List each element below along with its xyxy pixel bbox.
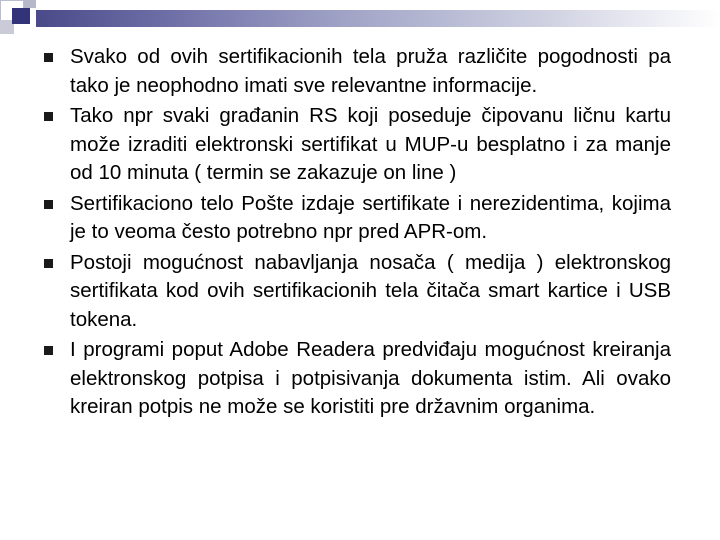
bullet-text: Svako od ovih sertifikacionih tela pruža različite pogodnosti pa tako je neophodno imati sve relevantne informacije. xyxy=(70,45,671,97)
bullet-text: I programi poput Adobe Readera predviđaju mogućnost kreiranja elektronskog potpisa i potpisivanja dokumenta istim. Ali ovako kreiran potpis ne može se koristiti pre državnim organima. xyxy=(70,338,671,418)
square-bullet-icon xyxy=(44,346,53,355)
square-bullet-icon xyxy=(44,112,53,121)
bullet-list xyxy=(40,43,671,424)
bullet-item xyxy=(40,102,671,188)
bullet-item xyxy=(40,190,671,247)
header-gradient-band xyxy=(36,10,720,27)
bullet-text: Sertifikaciono telo Pošte izdaje sertifikate i nerezidentima, kojima je to veoma često potrebno npr pred APR-om. xyxy=(70,191,671,243)
square-bullet-icon xyxy=(44,53,53,62)
square-bullet-icon xyxy=(44,200,53,209)
bullet-text: Tako npr svaki građanin RS koji poseduje čipovanu ličnu kartu može izraditi elektronski sertifikat u MUP-u besplatno i za manje od 10 minuta ( termin se zakazuje on line ) xyxy=(70,104,671,184)
bullet-item xyxy=(40,336,671,422)
decor-square xyxy=(12,8,30,24)
square-bullet-icon xyxy=(44,259,53,268)
bullet-item xyxy=(40,249,671,335)
decor-square xyxy=(24,0,36,8)
bullet-text: Postoji mogućnost nabavljanja nosača ( medija ) elektronskog sertifikata kod ovih sertifikacionih tela čitača smart kartice i USB tokena. xyxy=(70,250,671,331)
bullet-item xyxy=(40,43,671,100)
